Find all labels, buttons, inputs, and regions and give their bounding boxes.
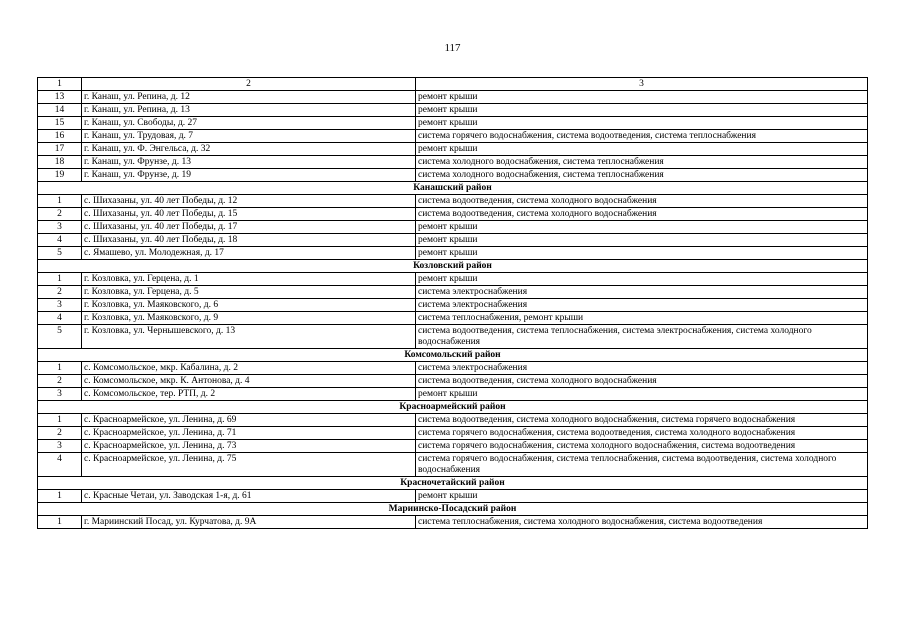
work-type-cell: система водоотведения, система холодного водоснабжения: [416, 195, 868, 208]
address-cell: с. Шихазаны, ул. 40 лет Победы, д. 18: [82, 234, 416, 247]
row-number-cell: 2: [38, 208, 82, 221]
table-row: [38, 195, 868, 208]
address-cell: с. Комсомольское, мкр. Кабалина, д. 2: [82, 362, 416, 375]
work-type-cell: ремонт крыши: [416, 247, 868, 260]
district-heading: Козловский район: [38, 260, 868, 273]
row-number-cell: 4: [38, 453, 82, 477]
district-heading: Канашский район: [38, 182, 868, 195]
work-type-cell: ремонт крыши: [416, 117, 868, 130]
row-number-cell: 4: [38, 234, 82, 247]
address-cell: г. Канаш, ул. Трудовая, д. 7: [82, 130, 416, 143]
work-type-cell: ремонт крыши: [416, 388, 868, 401]
table-row: [38, 273, 868, 286]
work-type-cell: система электроснабжения: [416, 299, 868, 312]
table-row: [38, 156, 868, 169]
table-row: [38, 91, 868, 104]
work-type-cell: система холодного водоснабжения, система теплоснабжения: [416, 169, 868, 182]
address-cell: с. Красноармейское, ул. Ленина, д. 69: [82, 414, 416, 427]
work-type-cell: ремонт крыши: [416, 490, 868, 503]
address-cell: г. Козловка, ул. Герцена, д. 1: [82, 273, 416, 286]
address-cell: с. Комсомольское, тер. РТП, д. 2: [82, 388, 416, 401]
row-number-cell: 5: [38, 247, 82, 260]
row-number-cell: 17: [38, 143, 82, 156]
address-cell: г. Мариинский Посад, ул. Курчатова, д. 9А: [82, 516, 416, 529]
district-heading-row: [38, 503, 868, 516]
table-row: [38, 427, 868, 440]
work-type-cell: система водоотведения, система холодного водоснабжения, система горячего водоснабжения: [416, 414, 868, 427]
work-type-cell: система электроснабжения: [416, 362, 868, 375]
district-heading: Красночетайский район: [38, 477, 868, 490]
district-heading-row: [38, 182, 868, 195]
work-type-cell: система горячего водоснабжения, система холодного водоснабжения, система водоотведения: [416, 440, 868, 453]
address-cell: с. Ямашево, ул. Молодежная, д. 17: [82, 247, 416, 260]
address-cell: с. Красноармейское, ул. Ленина, д. 71: [82, 427, 416, 440]
row-number-cell: 19: [38, 169, 82, 182]
table-row: [38, 375, 868, 388]
work-type-cell: система горячего водоснабжения, система теплоснабжения, система водоотведения, система холодного водоснабжения: [416, 453, 868, 477]
table-row: [38, 516, 868, 529]
district-heading: Мариинско-Посадский район: [38, 503, 868, 516]
table-row: [38, 414, 868, 427]
work-type-cell: система водоотведения, система холодного водоснабжения: [416, 208, 868, 221]
address-cell: г. Козловка, ул. Чернышевского, д. 13: [82, 325, 416, 349]
work-type-cell: система холодного водоснабжения, система теплоснабжения: [416, 156, 868, 169]
row-number-cell: 3: [38, 388, 82, 401]
table-row: [38, 362, 868, 375]
table-row: [38, 234, 868, 247]
row-number-cell: 13: [38, 91, 82, 104]
address-cell: с. Шихазаны, ул. 40 лет Победы, д. 17: [82, 221, 416, 234]
address-cell: с. Красные Четаи, ул. Заводская 1-я, д. 61: [82, 490, 416, 503]
address-cell: с. Шихазаны, ул. 40 лет Победы, д. 15: [82, 208, 416, 221]
row-number-cell: 15: [38, 117, 82, 130]
address-cell: г. Козловка, ул. Герцена, д. 5: [82, 286, 416, 299]
row-number-cell: 1: [38, 414, 82, 427]
address-cell: г. Козловка, ул. Маяковского, д. 6: [82, 299, 416, 312]
row-number-cell: 3: [38, 299, 82, 312]
row-number-cell: 1: [38, 195, 82, 208]
repair-register-table: [37, 77, 868, 529]
table-row: [38, 117, 868, 130]
row-number-cell: 3: [38, 221, 82, 234]
row-number-cell: 18: [38, 156, 82, 169]
row-number-cell: 5: [38, 325, 82, 349]
work-type-cell: система горячего водоснабжения, система водоотведения, система теплоснабжения: [416, 130, 868, 143]
row-number-cell: 4: [38, 312, 82, 325]
district-heading: Красноармейский район: [38, 401, 868, 414]
district-heading-row: [38, 401, 868, 414]
work-type-cell: ремонт крыши: [416, 104, 868, 117]
row-number-cell: 1: [38, 516, 82, 529]
district-heading-row: [38, 477, 868, 490]
work-type-cell: ремонт крыши: [416, 143, 868, 156]
address-cell: с. Комсомольское, мкр. К. Антонова, д. 4: [82, 375, 416, 388]
table-row: [38, 130, 868, 143]
work-type-cell: система теплоснабжения, ремонт крыши: [416, 312, 868, 325]
table-row: [38, 299, 868, 312]
table-row: [38, 325, 868, 349]
work-type-cell: ремонт крыши: [416, 221, 868, 234]
table-row: [38, 221, 868, 234]
address-cell: с. Красноармейское, ул. Ленина, д. 75: [82, 453, 416, 477]
row-number-cell: 1: [38, 362, 82, 375]
row-number-cell: 2: [38, 427, 82, 440]
address-cell: г. Козловка, ул. Маяковского, д. 9: [82, 312, 416, 325]
address-cell: г. Канаш, ул. Репина, д. 12: [82, 91, 416, 104]
table-row: [38, 312, 868, 325]
work-type-cell: ремонт крыши: [416, 234, 868, 247]
page-number: 117: [444, 42, 461, 54]
row-number-cell: 16: [38, 130, 82, 143]
table-row: [38, 440, 868, 453]
district-heading: Комсомольский район: [38, 349, 868, 362]
address-cell: г. Канаш, ул. Ф. Энгельса, д. 32: [82, 143, 416, 156]
district-heading-row: [38, 260, 868, 273]
work-type-cell: система электроснабжения: [416, 286, 868, 299]
table-row: [38, 208, 868, 221]
address-cell: г. Канаш, ул. Репина, д. 13: [82, 104, 416, 117]
table-row: [38, 453, 868, 477]
row-number-cell: 1: [38, 490, 82, 503]
table-row: [38, 169, 868, 182]
header-col-2: 2: [82, 78, 416, 91]
table-header-row: [38, 78, 868, 91]
table-row: [38, 104, 868, 117]
header-col-3: 3: [416, 78, 868, 91]
work-type-cell: система водоотведения, система холодного водоснабжения: [416, 375, 868, 388]
table-row: [38, 247, 868, 260]
work-type-cell: ремонт крыши: [416, 91, 868, 104]
table-row: [38, 286, 868, 299]
work-type-cell: система теплоснабжения, система холодного водоснабжения, система водоотведения: [416, 516, 868, 529]
row-number-cell: 3: [38, 440, 82, 453]
work-type-cell: система водоотведения, система теплоснабжения, система электроснабжения, система холодного водоснабжения: [416, 325, 868, 349]
table-row: [38, 490, 868, 503]
work-type-cell: ремонт крыши: [416, 273, 868, 286]
table-row: [38, 143, 868, 156]
header-col-1: 1: [38, 78, 82, 91]
row-number-cell: 14: [38, 104, 82, 117]
address-cell: с. Красноармейское, ул. Ленина, д. 73: [82, 440, 416, 453]
table-row: [38, 388, 868, 401]
row-number-cell: 2: [38, 286, 82, 299]
district-heading-row: [38, 349, 868, 362]
work-type-cell: система горячего водоснабжения, система водоотведения, система холодного водоснабжения: [416, 427, 868, 440]
row-number-cell: 1: [38, 273, 82, 286]
row-number-cell: 2: [38, 375, 82, 388]
address-cell: г. Канаш, ул. Фрунзе, д. 13: [82, 156, 416, 169]
address-cell: г. Канаш, ул. Фрунзе, д. 19: [82, 169, 416, 182]
address-cell: г. Канаш, ул. Свободы, д. 27: [82, 117, 416, 130]
address-cell: с. Шихазаны, ул. 40 лет Победы, д. 12: [82, 195, 416, 208]
